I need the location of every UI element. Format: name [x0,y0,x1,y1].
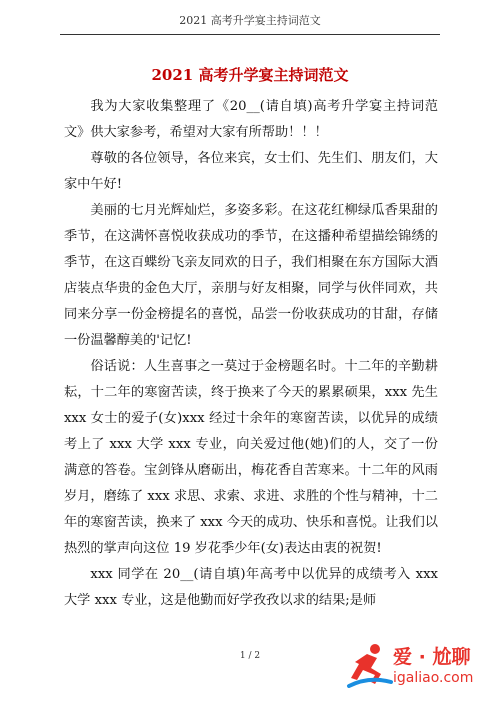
watermark-url: igaliao.com [393,670,474,686]
body-paragraph-2: 尊敬的各位领导，各位来宾，女士们、先生们、朋友们，大家中午好! [64,151,438,192]
document-title: 2021 高考升学宴主持词范文 [151,66,349,84]
page-header: 2021 高考升学宴主持词范文 [179,14,321,27]
document-body [64,94,438,614]
page-number: 1 / 2 [239,651,261,661]
watermark-title: 爱 · 尬聊 [393,646,471,668]
body-paragraph-3: 美丽的七月光辉灿烂，多姿多彩。在这花红柳绿瓜香果甜的季节，在这满怀喜悦收获成功的季节，在这播种希望描绘锦绣的季节，在这百蝶纷飞亲友同欢的日子，我们相聚在东方国际大酒店装点华贵的金色大厅，亲朋与好友相聚，同学与伙伴同欢，共同来分享一份金榜提名的喜悦，品尝一份收获成功的甘甜，存储一份温馨醇美的'记忆! [64,203,438,348]
site-watermark [345,640,495,700]
body-paragraph-5: xxx 同学在 20__(请自填)年高考中以优异的成绩考入 xxx 大学 xxx 专业，这是他勤而好学孜孜以求的结果;是师 [64,567,438,608]
body-paragraph-4: 俗话说：人生喜事之一莫过于金榜题名时。十二年的辛勤耕耘，十二年的寒窗苦读，终于换来了今天的累累硕果，xxx 先生 xxx 女士的爱子(女)xxx 经过十余年的寒窗苦读，以优异的成绩考上了 xxx 大学 xxx 专业，向关爱过他(她)们的人，交了一份满意的答卷。宝剑锋从磨砺出，梅花香自苦寒来。十二年的风雨岁月，磨练了 xxx 求思、求索、求进、求胜的个性与精神，十二年的寒窗苦读，换来了 xxx 今天的成功、快乐和喜悦。让我们以热烈的掌声向这位 19 岁花季少年(女)表达由衷的祝贺! [64,359,438,556]
runner-logo-icon [345,640,393,688]
body-paragraph-1: 我为大家收集整理了《20__(请自填)高考升学宴主持词范文》供大家参考，希望对大家有所帮助！！！ [64,99,438,140]
header-rule [60,34,440,35]
